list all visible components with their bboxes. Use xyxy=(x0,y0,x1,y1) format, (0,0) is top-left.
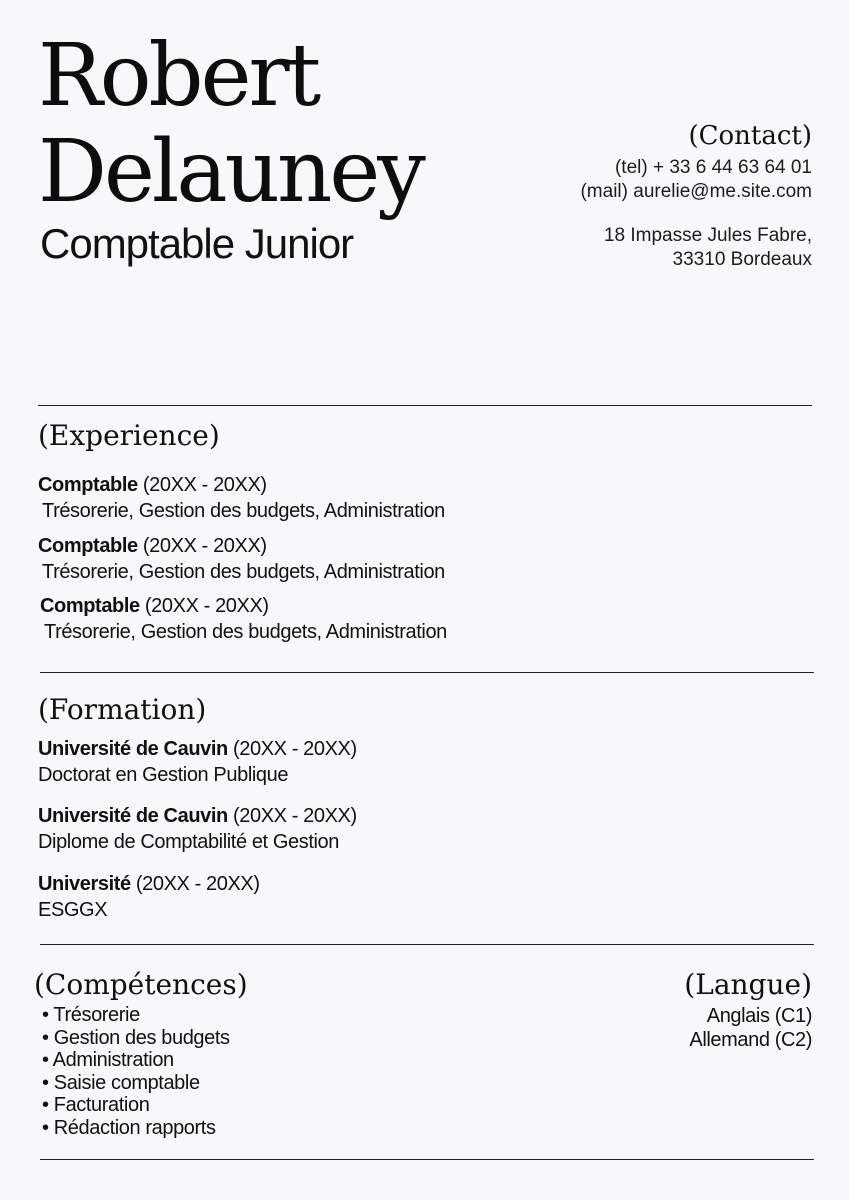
formation-heading: (Formation) xyxy=(38,693,207,726)
list-item: Anglais (C1) xyxy=(706,1005,812,1027)
divider xyxy=(40,672,814,673)
list-item: • Trésorerie xyxy=(42,1004,230,1027)
list-item: • Rédaction rapports xyxy=(42,1117,230,1140)
experience-item xyxy=(40,593,447,645)
formation-item xyxy=(38,736,357,788)
formation-school: Université xyxy=(38,873,131,895)
list-item: • Saisie comptable xyxy=(42,1072,230,1095)
experience-desc: Trésorerie, Gestion des budgets, Administration xyxy=(44,621,447,643)
formation-item xyxy=(38,803,357,855)
experience-desc: Trésorerie, Gestion des budgets, Administration xyxy=(42,500,445,522)
experience-period: (20XX - 20XX) xyxy=(142,535,267,557)
experience-period: (20XX - 20XX) xyxy=(142,474,267,496)
formation-period: (20XX - 20XX) xyxy=(233,805,357,827)
experience-title: Comptable xyxy=(40,595,140,617)
formation-period: (20XX - 20XX) xyxy=(233,738,357,760)
list-item: • Administration xyxy=(42,1049,230,1072)
langue-heading: (Langue) xyxy=(684,968,812,1001)
experience-desc: Trésorerie, Gestion des budgets, Administration xyxy=(42,561,445,583)
formation-degree: Diplome de Comptabilité et Gestion xyxy=(38,831,339,853)
divider xyxy=(40,944,814,945)
contact-block xyxy=(492,118,812,272)
contact-mail: (mail) aurelie@me.site.com xyxy=(580,181,812,202)
divider xyxy=(40,1159,814,1160)
formation-school: Université de Cauvin xyxy=(38,805,228,827)
first-name: Robert xyxy=(38,26,319,126)
competences-heading: (Compétences) xyxy=(34,968,248,1001)
formation-degree: ESGGX xyxy=(38,899,108,921)
experience-title: Comptable xyxy=(38,474,138,496)
experience-heading: (Experience) xyxy=(38,419,220,452)
competences-list xyxy=(42,1004,230,1139)
list-item: Allemand (C2) xyxy=(689,1029,812,1051)
contact-address-line1: 18 Impasse Jules Fabre, xyxy=(603,225,812,246)
experience-item xyxy=(38,533,445,585)
experience-title: Comptable xyxy=(38,535,138,557)
divider xyxy=(38,405,812,406)
job-title: Comptable Junior xyxy=(40,220,354,267)
experience-period: (20XX - 20XX) xyxy=(144,595,269,617)
list-item: • Gestion des budgets xyxy=(42,1027,230,1050)
experience-item xyxy=(38,472,445,524)
langue-list xyxy=(689,1004,812,1052)
formation-period: (20XX - 20XX) xyxy=(135,873,260,895)
formation-degree: Doctorat en Gestion Publique xyxy=(38,764,289,786)
last-name: Delauney xyxy=(38,122,423,222)
contact-tel: (tel) + 33 6 44 63 64 01 xyxy=(614,157,812,178)
formation-school: Université de Cauvin xyxy=(38,738,228,760)
formation-item xyxy=(38,871,260,923)
list-item: • Facturation xyxy=(42,1094,230,1117)
contact-address-line2: 33310 Bordeaux xyxy=(672,249,812,270)
contact-heading: (Contact) xyxy=(688,121,812,151)
